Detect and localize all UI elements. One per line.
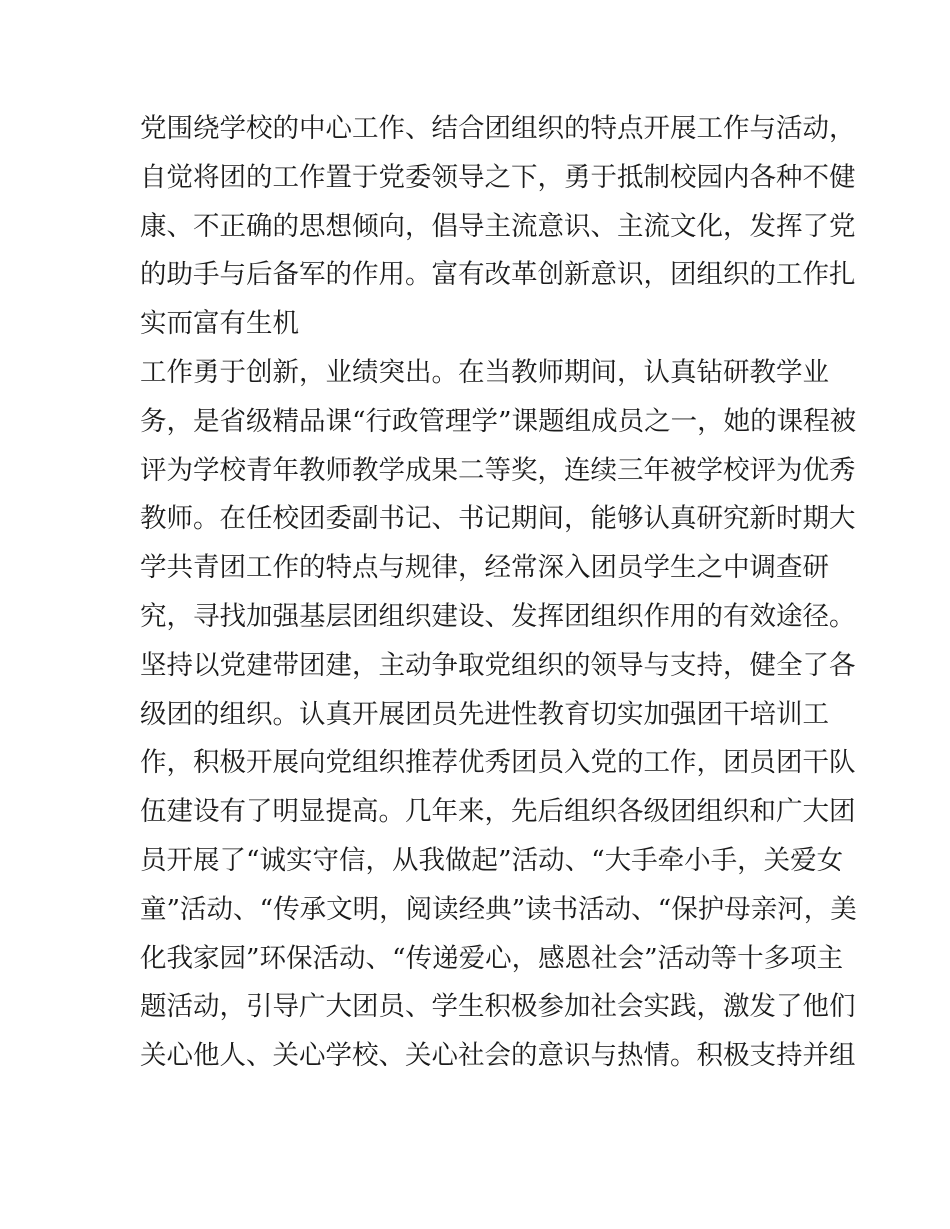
text-line: 评为学校青年教师教学成果二等奖，连续三年被学校评为优秀: [140, 454, 856, 486]
text-line: 自觉将团的工作置于党委领导之下，勇于抵制校园内各种不健: [140, 161, 856, 193]
text-line: 工作勇于创新，业绩突出。在当教师期间，认真钻研教学业: [140, 356, 829, 388]
text-line: 康、不正确的思想倾向，倡导主流意识、主流文化，发挥了党: [140, 210, 856, 242]
text-line: 实而富有生机: [140, 308, 299, 340]
text-line: 童”活动、“传承文明，阅读经典”读书活动、“保护母亲河，美: [140, 893, 857, 925]
body-text: [140, 105, 857, 1081]
text-line: 级团的组织。认真开展团员先进性教育切实加强团干培训工: [140, 698, 829, 730]
text-line: 的助手与后备军的作用。富有改革创新意识，团组织的工作扎: [140, 259, 856, 291]
text-line: 化我家园”环保活动、“传递爱心，感恩社会”活动等十多项主: [140, 942, 844, 974]
text-line: 作，积极开展向党组织推荐优秀团员入党的工作，团员团干队: [140, 747, 856, 779]
text-line: 教师。在任校团委副书记、书记期间，能够认真研究新时期大: [140, 503, 856, 535]
text-line: 学共青团工作的特点与规律，经常深入团员学生之中调查研: [140, 552, 829, 584]
text-line: 党围绕学校的中心工作、结合团组织的特点开展工作与活动，: [140, 113, 856, 144]
text-line: 究，寻找加强基层团组织建设、发挥团组织作用的有效途径。: [140, 600, 856, 632]
text-line: 关心他人、关心学校、关心社会的意识与热情。积极支持并组: [140, 1040, 856, 1072]
text-line: 员开展了“诚实守信，从我做起”活动、“大手牵小手，关爱女: [140, 844, 844, 876]
text-line: 伍建设有了明显提高。几年来，先后组织各级团组织和广大团: [140, 796, 856, 828]
text-line: 务，是省级精品课“行政管理学”课题组成员之一，她的课程被: [140, 405, 857, 437]
text-line: 坚持以党建带团建，主动争取党组织的领导与支持，健全了各: [140, 649, 856, 681]
text-line: 题活动，引导广大团员、学生积极参加社会实践，激发了他们: [140, 991, 856, 1023]
